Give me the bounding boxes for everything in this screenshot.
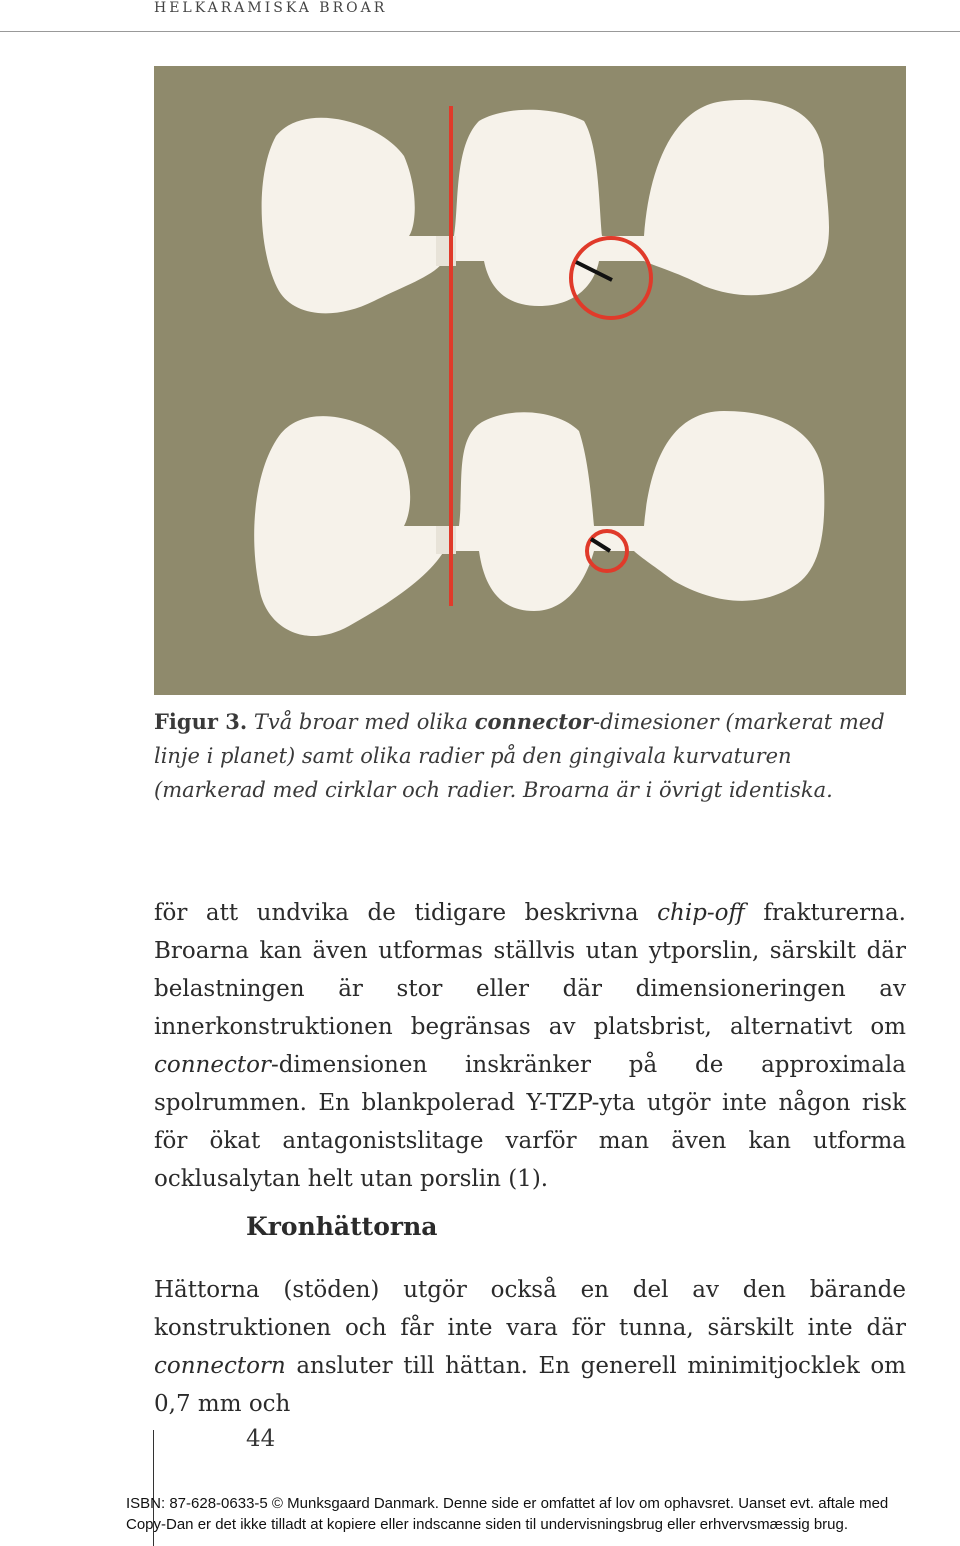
- footer-line-2: Copy-Dan er det ikke tilladt at kopiere eller indscanne siden til undervisningsbrug eller erhvervsmæssig brug.: [126, 1516, 849, 1533]
- caption-bold: connector: [474, 709, 593, 734]
- footer-line-1: ISBN: 87-628-0633-5 © Munksgaard Danmark. Denne side er omfattet af lov om ophavsret. Uanset evt. aftale med: [126, 1495, 889, 1512]
- p1-text-c: -dimensionen inskränker på de approximala spolrummen. En blankpolerad Y-TZP-yta utgör inte någon risk för ökat antagonistslitage varför man även kan utforma ocklusalytan helt utan porslin (1).: [154, 1052, 906, 1192]
- p1-text-a: för att undvika de tidigare beskrivna: [154, 900, 658, 926]
- p2-text-a: Hättorna (stöden) utgör också en del av den bärande konstruktionen och får inte vara för tunna, särskilt inte där: [154, 1277, 906, 1341]
- copyright-footer: [126, 1493, 960, 1535]
- p1-italic-1: chip-off: [657, 900, 745, 926]
- figure-caption: [154, 705, 906, 807]
- section-heading: Kronhättorna: [246, 1212, 438, 1241]
- page-number: 44: [246, 1426, 276, 1452]
- running-head: HELKARAMISKA BROAR: [154, 0, 388, 16]
- header-rule: [0, 31, 960, 32]
- bridges-photo: [154, 66, 906, 695]
- body-paragraph-2: [154, 1271, 906, 1423]
- p2-italic: connectorn: [154, 1353, 286, 1379]
- figure-photo: [154, 66, 906, 695]
- body-paragraph-1: [154, 894, 906, 1198]
- caption-text-1: Två broar med olika: [253, 710, 469, 734]
- bridge-top: [262, 100, 829, 313]
- p1-italic-2: connector: [154, 1052, 271, 1078]
- figure-label: Figur 3.: [154, 709, 248, 734]
- caption-text-2: -dimesioner (markerat med linje i planet) samt olika radier på den gingivala kurvaturen (markerad med cirklar och radier. Broarna är i övrigt identiska.: [154, 710, 885, 802]
- p1-text-b: frakturerna. Broarna kan även utformas ställvis utan ytporslin, särskilt där belastningen är stor eller där dimensioneringen av innerkonstruktionen begränsas av platsbrist, alternativt om: [154, 900, 906, 1040]
- p2-text-b: ansluter till hättan. En generell minimitjocklek om 0,7 mm och: [154, 1353, 906, 1417]
